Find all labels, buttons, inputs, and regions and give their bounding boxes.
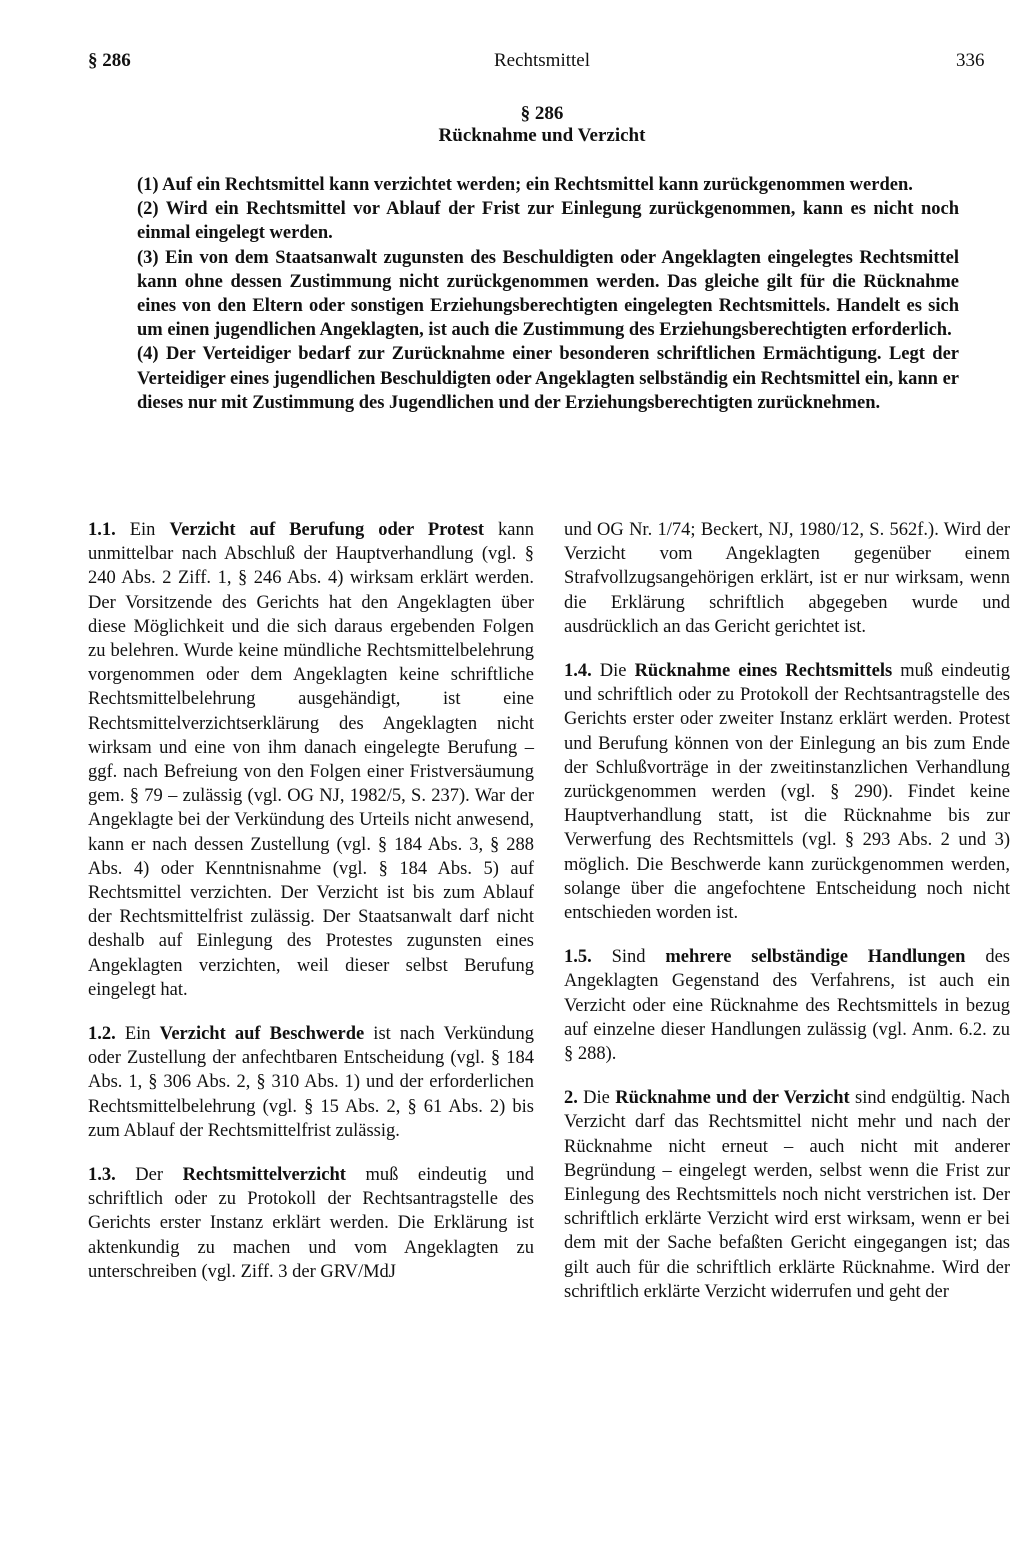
- note-text: Der: [115, 1165, 183, 1186]
- note-text: ist nach Verkündung oder Zustellung der anfechtbaren Entscheidung (vgl. § 184 Abs. 1, § 306 Abs. 2, § 310 Abs. 1) und der erforderlichen Rechtsmittelbelehrung (vgl. § 15 Abs. 2, § 61 Abs. 2) bis zum Ablauf der Rechtsmittelfrist zulässig.: [88, 1024, 535, 1141]
- note-1-5: [564, 945, 1010, 1066]
- statute-paragraph-3: (3) Ein von dem Staatsanwalt zugunsten des Beschuldigten oder Angeklagten eingelegtes Rechtsmittel kann ohne dessen Zustimmung nicht zurückgenommen werden. Das gleiche gilt für die Rücknahme eines von den Eltern oder sonstigen Erziehungsberechtigten eingelegten Rechtsmittels. Handelt es sich um einen jugendlichen Angeklagten, ist auch die Zustimmung des Erziehungsberechtigten erforderlich.: [137, 247, 959, 341]
- note-keyword: mehrere selbständige Handlungen: [665, 947, 966, 968]
- page-number: 336: [956, 50, 985, 71]
- note-1-3: [88, 1163, 534, 1284]
- note-number: 1.2.: [88, 1024, 116, 1045]
- section-title: Rücknahme und Verzicht: [438, 125, 646, 146]
- note-number: 1.1.: [88, 520, 116, 540]
- note-text: Die: [577, 1088, 616, 1109]
- note-text: Sind: [591, 947, 666, 968]
- statute-text: [137, 173, 959, 415]
- note-number: 1.5.: [564, 947, 592, 968]
- note-text: sind endgültig. Nach Verzicht darf das Rechtsmittel nicht mehr und nach der Rücknahme nicht erneut – auch nicht mit anderer Begründung – eingelegt werden, selbst wenn die Frist zur Einlegung des Rechtsmittels noch nicht verstrichen ist. Der schriftlich erklärte Verzicht wird erst wirksam, wenn er bei dem mit der Sache befaßten Gericht eingegangen ist; das gilt auch für die schriftlich erklärte Rücknahme. Wird der schriftlich erklärte Verzicht widerrufen und geht der: [564, 1088, 1010, 1302]
- statute-paragraph-1: (1) Auf ein Rechtsmittel kann verzichtet werden; ein Rechtsmittel kann zurückgenommen werden.: [137, 175, 913, 195]
- running-head-section: § 286: [88, 50, 131, 71]
- note-1-4: [564, 659, 1010, 925]
- statute-paragraph-4: (4) Der Verteidiger bedarf zur Zurücknahme einer besonderen schriftlichen Ermächtigung. Legt der Verteidiger eines jugendlichen Beschuldigten oder Angeklagten selbständig ein Rechtsmittel ein, kann er dieses nur mit Zustimmung des Jugendlichen und der Erziehungsberechtigten zurücknehmen.: [137, 344, 959, 413]
- note-text: Die: [591, 661, 635, 682]
- note-keyword: Rechtsmittelverzicht: [182, 1165, 346, 1186]
- section-number: § 286: [520, 103, 564, 124]
- note-keyword: Verzicht auf Berufung oder Protest: [169, 520, 485, 540]
- note-number: 2.: [564, 1088, 578, 1109]
- note-text: muß eindeutig und schriftlich oder zu Protokoll der Rechtsantragstelle des Gerichts erster Instanz erklärt werden. Die Erklärung ist aktenkundig zu machen und vom Angeklagten zu unterschreiben (vgl. Ziff. 3 der GRV/MdJ: [88, 1165, 535, 1282]
- note-1-1: [88, 518, 534, 1002]
- commentary-right-column: [564, 518, 1010, 1324]
- note-keyword: Rücknahme und der Verzicht: [615, 1088, 850, 1109]
- note-number: 1.3.: [88, 1165, 116, 1186]
- note-2: [564, 1086, 1010, 1304]
- commentary-left-column: [88, 518, 534, 1304]
- note-1-3-continued: und OG Nr. 1/74; Beckert, NJ, 1980/12, S. 562f.). Wird der Verzicht vom Angeklagten gegenüber einem Strafvollzugsangehörigen erklärt, ist er nur wirksam, wenn die Erklärung schriftlich abgegeben wurde und ausdrücklich an das Gericht gerichtet ist.: [564, 520, 1010, 637]
- note-keyword: Verzicht auf Beschwerde: [159, 1024, 365, 1045]
- note-text: Ein: [115, 1024, 160, 1045]
- note-text: des Angeklagten Gegenstand des Verfahrens, ist auch ein Verzicht oder eine Rücknahme des Rechtsmittels in bezug auf einzelne dieser Handlungen zulässig (vgl. Anm. 6.2. zu § 288).: [564, 947, 1010, 1065]
- note-1-2: [88, 1022, 534, 1143]
- note-text: Ein: [115, 520, 170, 540]
- note-text: muß eindeutig und schriftlich oder zu Protokoll der Rechtsantragstelle des Gerichts erster oder zweiter Instanz erklärt werden. Protest und Berufung können von der Einlegung an bis zum Ende der Schlußvorträge in der zweitinstanzlichen Verhandlung zurückgenommen werden (vgl. § 290). Findet keine Hauptverhandlung statt, ist die Rücknahme bis zur Verwerfung des Rechtsmittels (vgl. § 293 Abs. 2 und 3) möglich. Die Beschwerde kann zurückgenommen werden, solange über die angefochtene Entscheidung noch nicht entschieden worden ist.: [564, 661, 1010, 924]
- statute-paragraph-2: (2) Wird ein Rechtsmittel vor Ablauf der Frist zur Einlegung zurückgenommen, kann es nicht noch einmal eingelegt werden.: [137, 199, 959, 244]
- running-head-title: Rechtsmittel: [493, 50, 591, 71]
- note-keyword: Rücknahme eines Rechtsmittels: [634, 661, 893, 682]
- note-number: 1.4.: [564, 661, 592, 682]
- note-text: kann unmittelbar nach Abschluß der Hauptverhandlung (vgl. § 240 Abs. 2 Ziff. 1, § 246 Abs. 4) wirksam erklärt werden. Der Vorsitzende des Gerichts hat den Angeklagten über diese Möglichkeit und die sich daraus ergebenden Folgen zu belehren. Wurde keine mündliche Rechtsmittelbelehrung vorgenommen oder dem Angeklagten keine schriftliche Rechtsmittelbelehrung ausgehändigt, ist eine Rechtsmittelverzichtserklärung des Angeklagten nicht wirksam und eine von ihm danach eingelegte Berufung – ggf. nach Befreiung von den Folgen einer Fristversäumung gem. § 79 – zulässig (vgl. OG NJ, 1982/5, S. 237). War der Angeklagte bei der Verkündung des Urteils nicht anwesend, kann er nach dessen Zustellung (vgl. § 184 Abs. 3, § 288 Abs. 4) oder Kenntnisnahme (vgl. § 184 Abs. 5) auf Rechtsmittel verzichten. Der Verzicht ist bis zum Ablauf der Rechtsmittelfrist zulässig. Der Staatsanwalt darf nicht deshalb auf Einlegung des Protestes zugunsten eines Angeklagten verzichten, weil dieser selbst Berufung eingelegt hat.: [88, 520, 535, 1000]
